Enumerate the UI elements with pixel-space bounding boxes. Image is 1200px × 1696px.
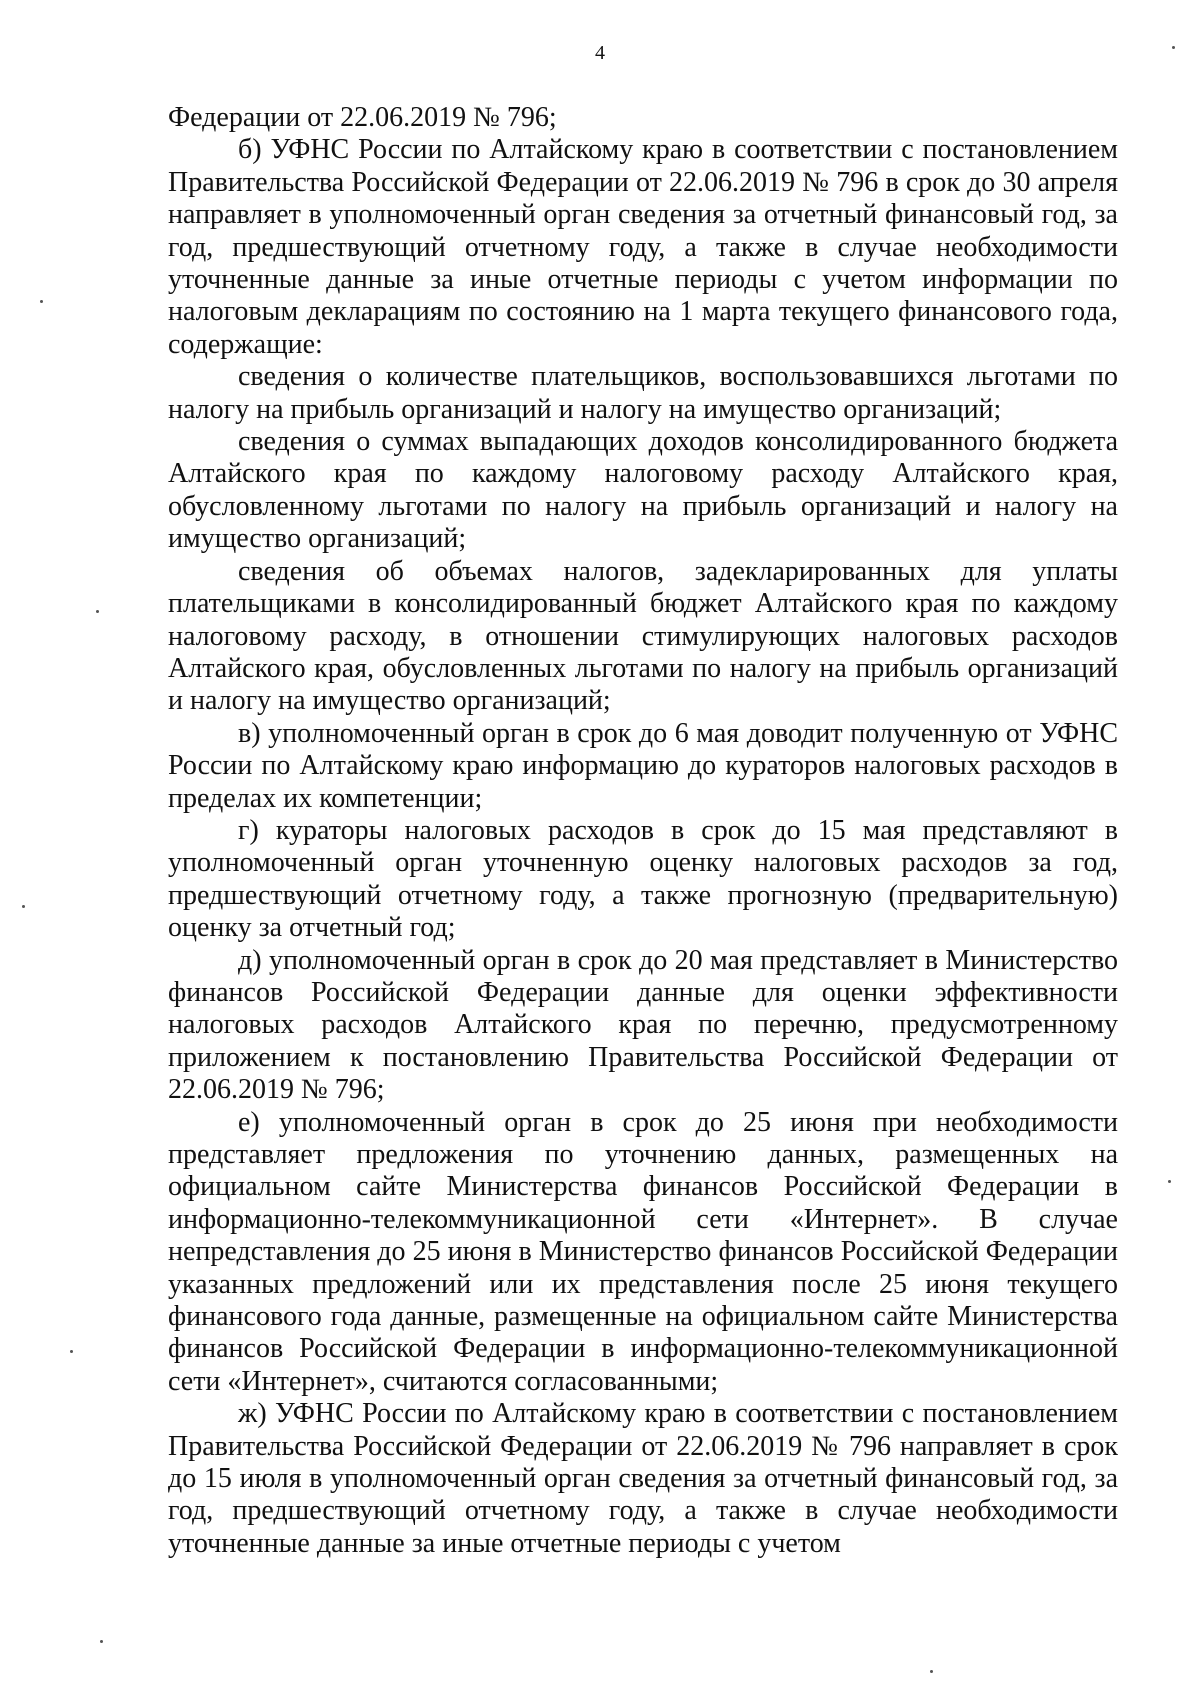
scan-speck: [930, 1670, 933, 1673]
paragraph: в) уполномоченный орган в срок до 6 мая доводит полученную от УФНС России по Алтайскому краю информацию до кураторов налоговых расходов в пределах их компетенции;: [168, 717, 1118, 814]
paragraph: е) уполномоченный орган в срок до 25 июня при необходимости представляет предложения по уточнению данных, размещенных на официальном сайте Министерства финансов Российской Федерации в информационно-телекоммуникационной сети «Интернет». В случае непредставления до 25 июня в Министерство финансов Российской Федерации указанных предложений или их представления после 25 июня текущего финансового года данные, размещенные на официальном сайте Министерства финансов Российской Федерации в информационно-телекоммуникационной сети «Интернет», считаются согласованными;: [168, 1106, 1118, 1397]
paragraph: ж) УФНС России по Алтайскому краю в соответствии с постановлением Правительства Российской Федерации от 22.06.2019 № 796 направляет в срок до 15 июля в уполномоченный орган сведения за отчетный финансовый год, за год, предшествующий отчетному году, а также в случае необходимости уточненные данные за иные отчетные периоды с учетом: [168, 1398, 1118, 1559]
scan-speck: [40, 300, 43, 303]
scan-speck: [96, 610, 99, 613]
paragraph: сведения о количестве плательщиков, воспользовавшихся льготами по налогу на прибыль организаций и налогу на имущество организаций;: [168, 361, 1118, 425]
paragraph: Федерации от 22.06.2019 № 796;: [168, 102, 557, 133]
document-body: [168, 102, 1118, 1560]
paragraph: сведения об объемах налогов, задекларированных для уплаты плательщиками в консолидированный бюджет Алтайского края по каждому налоговому расходу, в отношении стимулирующих налоговых расходов Алтайского края, обусловленных льготами по налогу на прибыль организаций и налогу на имущество организаций;: [168, 555, 1118, 717]
scan-speck: [70, 1350, 73, 1353]
scan-speck: [22, 905, 25, 908]
paragraph: д) уполномоченный орган в срок до 20 мая представляет в Министерство финансов Российской Федерации данные для оценки эффективности налоговых расходов Алтайского края по перечню, предусмотренному приложением к постановлению Правительства Российской Федерации от 22.06.2019 № 796;: [168, 944, 1118, 1106]
paragraph: сведения о суммах выпадающих доходов консолидированного бюджета Алтайского края по каждому налоговому расходу Алтайского края, обусловленному льготами по налогу на прибыль организаций и налогу на имущество организаций;: [168, 426, 1118, 555]
scan-speck: [100, 1640, 103, 1643]
page-number: 4: [595, 42, 605, 64]
paragraph: б) УФНС России по Алтайскому краю в соответствии с постановлением Правительства Российской Федерации от 22.06.2019 № 796 в срок до 30 апреля направляет в уполномоченный орган сведения за отчетный финансовый год, за год, предшествующий отчетному году, а также в случае необходимости уточненные данные за иные отчетные периоды с учетом информации по налоговым декларациям по состоянию на 1 марта текущего финансового года, содержащие:: [168, 134, 1118, 360]
scan-speck: [1172, 46, 1175, 49]
scan-speck: [1168, 1180, 1171, 1183]
paragraph: г) кураторы налоговых расходов в срок до 15 мая представляют в уполномоченный орган уточненную оценку налоговых расходов за год, предшествующий отчетному году, а также прогнозную (предварительную) оценку за отчетный год;: [168, 814, 1118, 944]
